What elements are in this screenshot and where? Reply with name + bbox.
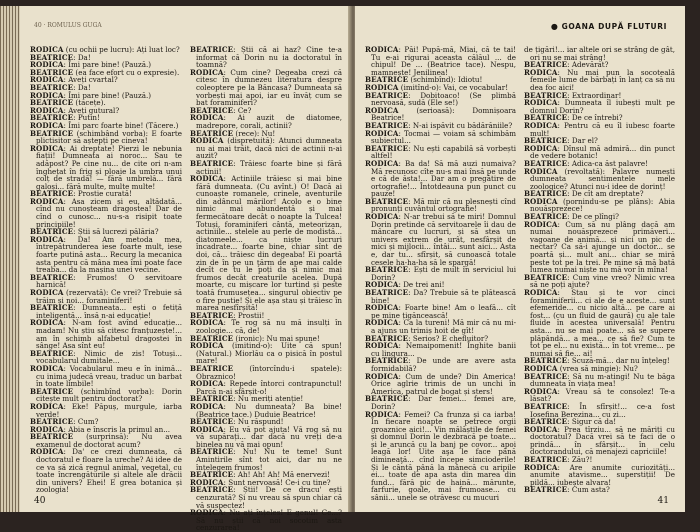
left-column-2 xyxy=(190,45,342,532)
dialogue-text: (dispretuită): Atunci dumneata nu ai mai trăit, dacă nici de actinii n-ai auzit? xyxy=(196,136,342,161)
dialogue-text: : Ah! Ah! Ah! Mă enervezi! xyxy=(233,470,330,480)
speaker-name: BEATRICE xyxy=(190,394,234,404)
speaker-name: RODICA xyxy=(365,371,399,381)
dialogue-text: : Îmi parc foarte bine! (Tăcere.) xyxy=(63,120,179,130)
dialogue-line xyxy=(365,411,516,502)
dialogue-line xyxy=(190,486,342,509)
speaker-name: BEATRICE xyxy=(30,52,74,62)
dialogue-line xyxy=(365,130,516,145)
dialogue-text: : Eke! Păpuș, murgule, iarba verde! xyxy=(36,401,182,419)
speaker-name: RODICA xyxy=(30,424,64,434)
speaker-name: RODICA xyxy=(30,45,64,54)
speaker-name: BEATRICE xyxy=(190,45,234,54)
dialogue-text: : Aveți cvartal? xyxy=(63,75,118,85)
dialogue-line xyxy=(30,365,182,388)
dialogue-text: : Da! xyxy=(73,82,91,92)
dialogue-text: (imitînd-o): Vai, ce vocabular! xyxy=(398,82,509,92)
dialogue-text: : Asa zicem și eu, altădată... cînd nu cunoșteam dragostea! Dar de cînd o cunosc... nu-s-a risipit toate principiile! xyxy=(36,196,182,229)
right-column-2 xyxy=(524,45,675,495)
dialogue-text: : Actiniile trăiesc și mai bine fără dumneata. (Cu avînt.) O! Dacă ai cunoaște romanele, crinele, aventurile din adâncul mărilor! Acolo e o bine nimic mai abundentă și mai fermecătoare decât o noapte la Tulcea! Totuși, foraminiferi cântă, meteorizan, actiniile... stelele au perle de modistă... diatomeele... ca niște lucruri încadrate... foarte bine, chiar sînt de doi, că... trăiesc din degeaba! Ei poartă zin de în pe un ţărm de ape mai calde decît ce tu le poți da și nimic mai frumos decât creaturile acelea. După moarte, cu mișcare lor turtind și peste toată frumusețea... singurul obiectiv pe o fire pustie! Și ele așa stau și trăiesc în marea nesfîrșită! xyxy=(196,174,342,313)
speaker-name: RODICA xyxy=(190,113,224,123)
speaker-name: BEATRICE xyxy=(365,356,409,366)
dialogue-text: : Nu mai pun la socoteală femeile lume de bărbați în lanț ca să nu dea foc aici! xyxy=(530,67,675,92)
speaker-name: RODICA xyxy=(30,288,64,297)
speaker-name: RODICA xyxy=(524,462,558,472)
speaker-name: BEATRICE xyxy=(365,120,409,130)
speaker-name: RODICA xyxy=(365,45,399,54)
dialogue-text: : Ai auzit de diatomee, madrepore, corali, actinii? xyxy=(196,113,342,130)
speaker-name: RODICA xyxy=(30,401,64,411)
dialogue-text: : Abia e înscris la primul an... xyxy=(63,424,171,434)
dialogue-text: : Cum? xyxy=(73,417,99,427)
dialogue-text: : Nu meriți atenție! xyxy=(233,394,304,404)
dialogue-text: (întorcîndu-i spatele): Obraznico! xyxy=(196,363,342,381)
dialogue-text: (tacețe). xyxy=(73,98,106,108)
speaker-name: RODICA xyxy=(365,318,399,328)
dialogue-line xyxy=(365,357,516,372)
speaker-name: BEATRICE xyxy=(365,196,409,206)
dialogue-text: : Are anumite curiozități... anumite atavisme... superstiții! De pildă... iubește alvara! xyxy=(530,462,675,487)
speaker-name: BEATRICE xyxy=(524,158,568,168)
dialogue-text: : Să nu m-atingi! Nu te băga dumneata în viața mea! xyxy=(530,371,675,389)
left-page xyxy=(20,6,352,532)
speaker-name: RODICA xyxy=(30,447,64,457)
dialogue-text: : De ce plîngi? xyxy=(567,212,619,222)
dialogue-text: (cu ochii pe lucru): Ați luat loc? xyxy=(63,45,180,54)
speaker-name: BEATRICE xyxy=(30,113,74,123)
speaker-name: RODICA xyxy=(30,234,64,244)
speaker-name: BEATRICE xyxy=(190,485,234,495)
dialogue-text: : Da' ce crezi dumneata, că doctoratul e floare la ureche? Ai idee de ce va să zică regnul animal, vegetal, cu toate încrengăturile și altele ale drăcii din univers? Ehei! E grea botanica și zoologia! xyxy=(36,447,182,495)
dialogue-text: : N-ar trebui să te miri! Domnul Dorin pretinde că servitoarele îi dau de mâncare cu lucruri, și să stea un univers extrem de urât, nesfârșit de mici și mijlocii... întâi... sunt aici... Asta e, dar tu... sfîrșit, să cunoască totale cesele ha-ha-ha să le spargă! xyxy=(371,212,516,267)
speaker-name: RODICA xyxy=(190,424,224,434)
speaker-name: BEATRICE xyxy=(190,310,234,320)
dialogue-text: : Cum de unde? Din America! Orice aglrie trimis de un unchi în America, patrul de bogat și sters! xyxy=(371,371,516,396)
speaker-name: BEATRICE xyxy=(524,485,568,495)
speaker-name: RODICA xyxy=(524,120,558,130)
dialogue-line xyxy=(524,426,675,456)
dialogue-text: : Extraordinar! xyxy=(567,90,622,100)
speaker-name: RODICA xyxy=(365,212,399,222)
speaker-name: BEATRICE xyxy=(30,303,74,313)
speaker-name: RODICA xyxy=(190,67,224,77)
dialogue-text: : Dînsul mă admiră... din punct de vedere botanic! xyxy=(530,143,675,161)
dialogue-text: : Femei? Ca frunza și ca iarba! În fiecare noapte se petrece orgii groaznice aici!... Vin mălăștile de femei și domnul Dorin le dezbracă pe toate... și le aruncă cu la banj pe covor... apoi leagă lor! Uite aşa le face până dimineaţă... cînd începe simcioderile! Și le cântă până la mânecă cu aripile ei... toate de apa asta din marea din fund... fără pic de haină... mărunte, farfurie, goale, mai frumoase... cu sânii... unele se otrăvesc cu mucuri xyxy=(371,409,516,503)
speaker-name: RODICA xyxy=(365,303,399,313)
dialogue-text: : Repede întorci contrapunctul! Parcă n-ai sfârșit-o! xyxy=(196,379,342,396)
dialogue-text: : Știi că ai haz? Cine te-a informat că Dorin nu ia doctoratul în toamnă? xyxy=(196,45,342,70)
dialogue-text: (imitind-o): Uite că spun! (Natural.) Miorlău ca o pisică în postul mare! xyxy=(196,341,342,366)
dialogue-text: : Nu răspund! xyxy=(233,417,284,427)
dialogue-line xyxy=(524,274,675,289)
right-page-number: 41 xyxy=(657,496,669,506)
speaker-name: RODICA xyxy=(524,386,558,396)
dialogue-text: : Ai dreptate! Pierzi le nebunia fiații! Dumneata ai noroc... Sau te adăpost? Pe cine nu... de cite ori n-am înghețat în frig și ploaie la umbra unui colț de stradă! — fără umbrelă... fără galoși... fără multe, multe multe! xyxy=(36,143,182,191)
speaker-name: BEATRICE xyxy=(524,60,568,70)
speaker-name: BEATRICE xyxy=(524,90,568,100)
speaker-name: BEATRICE xyxy=(524,136,568,146)
dialogue-line xyxy=(190,509,342,532)
dialogue-text: : Cum cine? Degeaba crezi că citesc în dumnezeu literatura despre coleoptere pe la Băncasa? Dumneata să vorbești mai apoi, iar eu învăț cum se bat foraminiferi? xyxy=(196,67,342,108)
dialogue-line xyxy=(190,46,342,69)
speaker-name: BEATRICE xyxy=(524,272,568,282)
speaker-name: BEATRICE xyxy=(365,394,409,404)
speaker-name: BEATRICE xyxy=(524,212,568,222)
dialogue-text: : Îmi pare bine! (Pauză.) xyxy=(63,60,152,70)
speaker-name: BEATRICE xyxy=(524,113,568,123)
dialogue-text: : Eu vă pot ajuta! Vă rog să nu vă supărați... dar dacă nu vreți de-a binelea nu vă mai opun! xyxy=(196,424,342,449)
dialogue-text: : Nemaipomenit! Înghite banii cu lingura... xyxy=(371,341,516,358)
dialogue-line xyxy=(30,304,182,319)
dialogue-text: : Dar el? xyxy=(567,136,598,146)
dialogue-text: (ea face efort cu o expresie). xyxy=(73,67,180,77)
speaker-name: RODICA xyxy=(524,166,558,176)
speaker-name: RODICA xyxy=(524,424,558,434)
speaker-name: BEATRICE xyxy=(190,333,234,343)
dialogue-line xyxy=(190,319,342,334)
page-edges xyxy=(0,6,20,512)
dialogue-line xyxy=(524,221,675,274)
left-column-1 xyxy=(30,45,182,495)
dialogue-line xyxy=(365,92,516,107)
speaker-name: BEATRICE xyxy=(30,82,74,92)
right-running-head xyxy=(551,22,667,31)
dialogue-line xyxy=(524,198,675,213)
speaker-name: BEATRICE xyxy=(30,348,74,358)
dialogue-text: : Trăiesc foarte bine și fără actinii! xyxy=(196,158,342,176)
dialogue-text: : Cum asta? xyxy=(567,485,610,495)
dialogue-line xyxy=(30,403,182,418)
speaker-name: BEATRICE xyxy=(30,432,74,442)
dialogue-line xyxy=(190,448,342,471)
dialogue-text: (pornindu-se pe plâns): Abia nouăsprezece! xyxy=(530,196,675,214)
dialogue-text: : De unde are avere asta formidabilă? xyxy=(371,356,516,373)
speaker-name: RODICA xyxy=(365,82,399,92)
speaker-name: RODICA xyxy=(524,288,558,297)
dialogue-text: : Nu ești capabilă să vorbești altfel! xyxy=(371,143,516,161)
dialogue-line xyxy=(190,137,342,160)
dialogue-line xyxy=(190,380,342,395)
speaker-name: BEATRICE xyxy=(365,265,409,275)
dialogue-text: : În sfîrșit!... ce-a fost Iosefina Berezina... cu zi... xyxy=(530,401,675,419)
speaker-name: RODICA xyxy=(524,98,558,108)
dialogue-text: : Cum vine vreo? Nimic vrea să ne poți ajute? xyxy=(530,272,675,290)
speaker-name: BEATRICE xyxy=(365,288,409,297)
speaker-name: BEATRICE xyxy=(524,417,568,427)
dialogue-line xyxy=(524,464,675,487)
speaker-name: RODICA xyxy=(524,219,558,229)
speaker-name: RODICA xyxy=(365,158,399,168)
dialogue-text: de țigări!... iar altele ori se strâng de gât, ori nu se mai strâng! xyxy=(524,45,675,62)
dialogue-line xyxy=(524,486,675,494)
dialogue-text: (rece): Nu! xyxy=(233,128,276,138)
speaker-name: BEATRICE xyxy=(524,455,568,465)
dialogue-text: : Ești de mult în serviciul lui Dorin? xyxy=(371,265,516,282)
dialogue-text: : Dumneata îl iubești mult pe domnul Dorin? xyxy=(530,98,675,115)
dialogue-line xyxy=(30,130,182,145)
dialogue-text: (revoltată): Palavre numești dumneata sentimentele mele zoologice? Atunci nu-i idee de dorinț! xyxy=(530,166,675,191)
dialogue-text: (vrea să mingie): Nu? xyxy=(557,363,638,373)
dialogue-text: : Stau și te vor cinci foraminiferii... ci ale de e aceste... sunt efemeride... cu nicio altă... pe care ai fost... (cu un fluid de gaură) cu ale tale fluide în acestea universală! Pentru asta... nu se mai poate... să se supere plăpândă... a mea... ce să fie? Cum te tot pe el... nu există... în tot vreme... pe numai să fie... ai! xyxy=(530,288,675,358)
speaker-name: BEATRICE xyxy=(190,158,234,168)
dialogue-text: : Ca la tureni! Mă mir că nu mi-a ajuns un trimiș hoit de gît! xyxy=(371,318,516,335)
dialogue-line xyxy=(365,319,516,334)
speaker-name: BEATRICE xyxy=(365,75,409,85)
left-page-number: 40 xyxy=(34,496,46,506)
dialogue-line xyxy=(524,403,675,418)
speaker-name: RODICA xyxy=(30,120,64,130)
dialogue-text: : Te rog să nu mă insulți în zoologie... că, de! xyxy=(196,318,342,335)
dialogue-text: : N-am fost avînd educație... madam! Nu știu să citesc franțuzește!... am în schimb alfabetul dragostei în sânge! Asa sînt eu! xyxy=(36,318,182,351)
speaker-name: RODICA xyxy=(524,196,558,206)
dialogue-text: : Prea tîrziu... să ne măriți cu doctoratul? Dacă vrei să te faci de o prindă... în sfârșit... în celu doctorandului, că menajezi capriciile! xyxy=(530,424,675,457)
dialogue-text: : Păi! Pupă-mă, Miai, că te tai! Tu e-ai rigurai aceasta călăul ... de chipul! De ... (Beatrice tace). Nespu, mamnește! Jenilinea! xyxy=(371,45,516,77)
dialogue-text: (schimbînd vorba): Dorin citește mult pentru doctorat? xyxy=(36,386,182,404)
dialogue-text: : Știi! De ce dracu' ești cenzurată? Și nu vreau să spun chiar că vă suspectez! xyxy=(196,485,342,510)
dialogue-line xyxy=(30,145,182,191)
dialogue-line xyxy=(365,213,516,266)
dialogue-line xyxy=(524,388,675,403)
dialogue-text: : Adica-ca ăst palavre! xyxy=(567,158,649,168)
dialogue-line xyxy=(524,289,675,357)
dialogue-line xyxy=(30,350,182,365)
dialogue-line xyxy=(365,46,516,76)
speaker-name: BEATRICE xyxy=(30,98,74,108)
speaker-name: RODICA xyxy=(30,90,64,100)
dialogue-line xyxy=(365,160,516,198)
speaker-name: RODICA xyxy=(190,174,224,184)
speaker-name: RODICA xyxy=(190,401,224,411)
speaker-name: RODICA xyxy=(365,409,399,419)
speaker-name: BEATRICE xyxy=(365,333,409,343)
dialogue-line xyxy=(365,304,516,319)
speaker-name: BEATRICE xyxy=(190,470,234,480)
dialogue-line xyxy=(365,373,516,396)
speaker-name: RODICA xyxy=(365,105,399,115)
speaker-name: BEATRICE xyxy=(365,90,409,100)
dialogue-text: : De cît am dreptate? xyxy=(567,189,644,199)
dialogue-text: : Prostie curată! xyxy=(73,189,132,199)
dialogue-text: : Nimic de zis! Totuși... vocabularul dumitale... xyxy=(36,348,182,366)
dialogue-line xyxy=(30,289,182,304)
dialogue-text: : Cum să nu plâng dacă am numai nouăsprezece primăveri... vagoane de animă... și nici un pic de nectar? Ca să-i ajunge un doctor... se poartă și... mult ani... chiar se miră peste tot pe la trei. Pe mine să mă bată lumea numai niște nu mă vor în mîna! xyxy=(530,219,675,275)
speaker-name: RODICA xyxy=(30,143,64,153)
dialogue-text: : Serios? E chefluitor? xyxy=(408,333,489,343)
dialogue-text: : Îmi pare bine! (Pauză.) xyxy=(63,90,152,100)
dialogue-line xyxy=(365,289,516,304)
speaker-name: BEATRICE xyxy=(524,401,568,411)
dialogue-line xyxy=(524,145,675,160)
dialogue-text: (serioasă): Domnișoara Beatrice! xyxy=(371,105,516,123)
dialogue-text: : Vocabularul meu e în inimă... cu inima judecă vreau, traduc un barbat în toate limbile! xyxy=(36,363,182,389)
dialogue-line xyxy=(30,448,182,494)
dialogue-line xyxy=(524,373,675,388)
dialogue-text: (schimbând vorba): E foarte plictisitor să aștepți pe cineva! xyxy=(36,128,182,146)
dialogue-line xyxy=(524,46,675,61)
dialogue-line xyxy=(30,198,182,228)
dialogue-line xyxy=(30,236,182,274)
dialogue-text: : Putin! xyxy=(73,113,100,123)
dialogue-text: (ironic): Nu mai spune! xyxy=(233,333,320,343)
speaker-name: RODICA xyxy=(30,60,64,70)
dialogue-text: : Sunt nervoasă! Ce-i cu tine? xyxy=(223,477,331,487)
speaker-name: RODICA xyxy=(190,379,224,389)
dialogue-line xyxy=(524,122,675,137)
dialogue-text: : Ce? xyxy=(233,105,252,115)
speaker-name: RODICA xyxy=(365,128,399,138)
speaker-name: BEATRICE xyxy=(30,417,74,427)
dialogue-line xyxy=(365,145,516,160)
dialogue-line xyxy=(524,168,675,191)
speaker-name: RODICA xyxy=(365,280,399,290)
dialogue-line xyxy=(30,433,182,448)
speaker-name: BEATRICE xyxy=(190,447,234,457)
speaker-name: BEATRICE xyxy=(30,128,74,138)
dialogue-line xyxy=(190,365,342,380)
dialogue-text: : Nu! Nu te teme! Sunt Amintirile sînt tot aici, dar nu ne înțelegem frumos! xyxy=(196,447,342,472)
speaker-name: BEATRICE xyxy=(190,363,234,373)
speaker-name: RODICA xyxy=(190,341,224,351)
speaker-name: RODICA xyxy=(30,75,64,85)
dialogue-text: : De ce întrebi? xyxy=(567,113,623,123)
speaker-name: RODICA xyxy=(190,508,224,518)
dialogue-line xyxy=(365,107,516,122)
speaker-name: BEATRICE xyxy=(190,105,234,115)
dialogue-text: : Frumos! O servitoare harnică! xyxy=(36,272,182,290)
dialogue-text: : De trei ani! xyxy=(398,280,445,290)
dialogue-text: : Nu dumneata? Ba bine! (Beatrice tace.) Duduie Beatrice! xyxy=(196,401,342,419)
speaker-name: RODICA xyxy=(30,363,64,373)
dialogue-text: : Scuză-mă... dar nu înțeleg! xyxy=(567,356,670,366)
dialogue-line xyxy=(190,342,342,365)
dialogue-text: : Mă mir că nu plesnești cînd pronunți cuvântul ortografie! xyxy=(371,196,516,214)
dialogue-text: : Nu ați înțeles! E genul! Ce...? Să nu știi că noi socotim asta cenzurarea! xyxy=(196,508,342,532)
dialogue-text: : Știi să lucrezi pălăria? xyxy=(73,227,159,237)
speaker-name: BEATRICE xyxy=(190,417,234,427)
left-running-head: 40 · ROMULUS GUGA xyxy=(34,22,102,29)
dialogue-text: : Ba da! Să mă auzi numaiva? Mă recunosc cîte nu-s mai însă pe unde e că de ăsta!... Dar am o pregătire de ortografie!... Întotdeauna pun punct cu pauze! xyxy=(371,158,516,199)
dialogue-text: : Tocmai — voiam să schimbăm subiectul... xyxy=(371,128,516,146)
dialogue-text: : Dobitoaco! (Se plimbă nervoasă, sudă (Ele se!) xyxy=(371,90,516,108)
speaker-name: RODICA xyxy=(365,341,399,351)
dialogue-line xyxy=(190,175,342,312)
bullet-icon: ● xyxy=(550,22,559,31)
speaker-name: BEATRICE xyxy=(190,128,234,138)
right-page xyxy=(355,6,685,512)
dialogue-line xyxy=(524,69,675,92)
speaker-name: RODICA xyxy=(190,477,224,487)
speaker-name: RODICA xyxy=(190,318,224,328)
dialogue-line xyxy=(190,69,342,107)
dialogue-text: : N-ai ispăvit cu bădărăniile? xyxy=(408,120,513,130)
dialogue-text: : Prostii! xyxy=(233,310,265,320)
speaker-name: BEATRICE xyxy=(524,371,568,381)
speaker-name: BEATRICE xyxy=(365,143,409,153)
dialogue-text: (schimbînd): Idiotu! xyxy=(408,75,483,85)
dialogue-line xyxy=(365,266,516,281)
right-column-1 xyxy=(365,45,516,503)
speaker-name: RODICA xyxy=(524,143,558,153)
dialogue-text: : Pentru că eu îl iubesc foarte mult! xyxy=(530,120,675,138)
dialogue-text: : Zău?! xyxy=(567,455,593,465)
running-title: GOANA DUPĂ FLUTURI xyxy=(561,22,667,31)
speaker-name: RODICA xyxy=(190,136,224,146)
dialogue-text: (rezervată): Ce vrei? Trebuie să trăim și noi... foraminiferi! xyxy=(36,288,182,305)
dialogue-text: : Dar femei... femei are, Dorin? xyxy=(371,394,516,411)
dialogue-line xyxy=(190,160,342,175)
speaker-name: RODICA xyxy=(524,363,558,373)
dialogue-line xyxy=(190,114,342,129)
speaker-name: BEATRICE xyxy=(30,272,74,282)
speaker-name: BEATRICE xyxy=(30,189,74,199)
speaker-name: BEATRICE xyxy=(524,356,568,366)
speaker-name: BEATRICE xyxy=(30,67,74,77)
dialogue-text: (surprinsă): Nu avea examenul de doctorat acum? xyxy=(36,432,182,449)
dialogue-text: : Aveți gutural? xyxy=(63,105,120,115)
dialogue-line xyxy=(190,426,342,449)
dialogue-text: : Da! Am metoda mea, întrepătrunderea iese foarte mult, iese foarte putină asta... Recurg la mecanica asta pentru că mâna mea îmi poate face treaba... da la mașina unei vecine. xyxy=(36,234,182,275)
dialogue-text: : Da? Trebuie să te plătească bine! xyxy=(371,288,516,305)
dialogue-line xyxy=(365,198,516,213)
speaker-name: BEATRICE xyxy=(30,386,74,396)
dialogue-line xyxy=(365,395,516,410)
dialogue-text: : Foarte bine! Am o leafă... cît pe mine țigăncească! xyxy=(371,303,516,320)
speaker-name: BEATRICE xyxy=(524,189,568,199)
dialogue-text: : Adevărat? xyxy=(567,60,609,70)
dialogue-line xyxy=(30,319,182,349)
dialogue-text: : Dumneata... ești o fetiță inteligentă... însă n-ai educație! xyxy=(36,303,182,320)
dialogue-line xyxy=(30,274,182,289)
speaker-name: RODICA xyxy=(30,196,64,206)
dialogue-line xyxy=(30,388,182,403)
dialogue-line xyxy=(524,99,675,114)
speaker-name: RODICA xyxy=(30,105,64,115)
dialogue-line xyxy=(365,342,516,357)
dialogue-text: : Vreau să te consolez! Te-a lăsat? xyxy=(530,386,675,404)
dialogue-line xyxy=(190,403,342,418)
speaker-name: BEATRICE xyxy=(30,227,74,237)
dialogue-text: : Da! xyxy=(73,52,91,62)
speaker-name: RODICA xyxy=(524,67,558,77)
speaker-name: RODICA xyxy=(30,318,64,328)
dialogue-text: : Sigur că da! xyxy=(567,417,617,427)
